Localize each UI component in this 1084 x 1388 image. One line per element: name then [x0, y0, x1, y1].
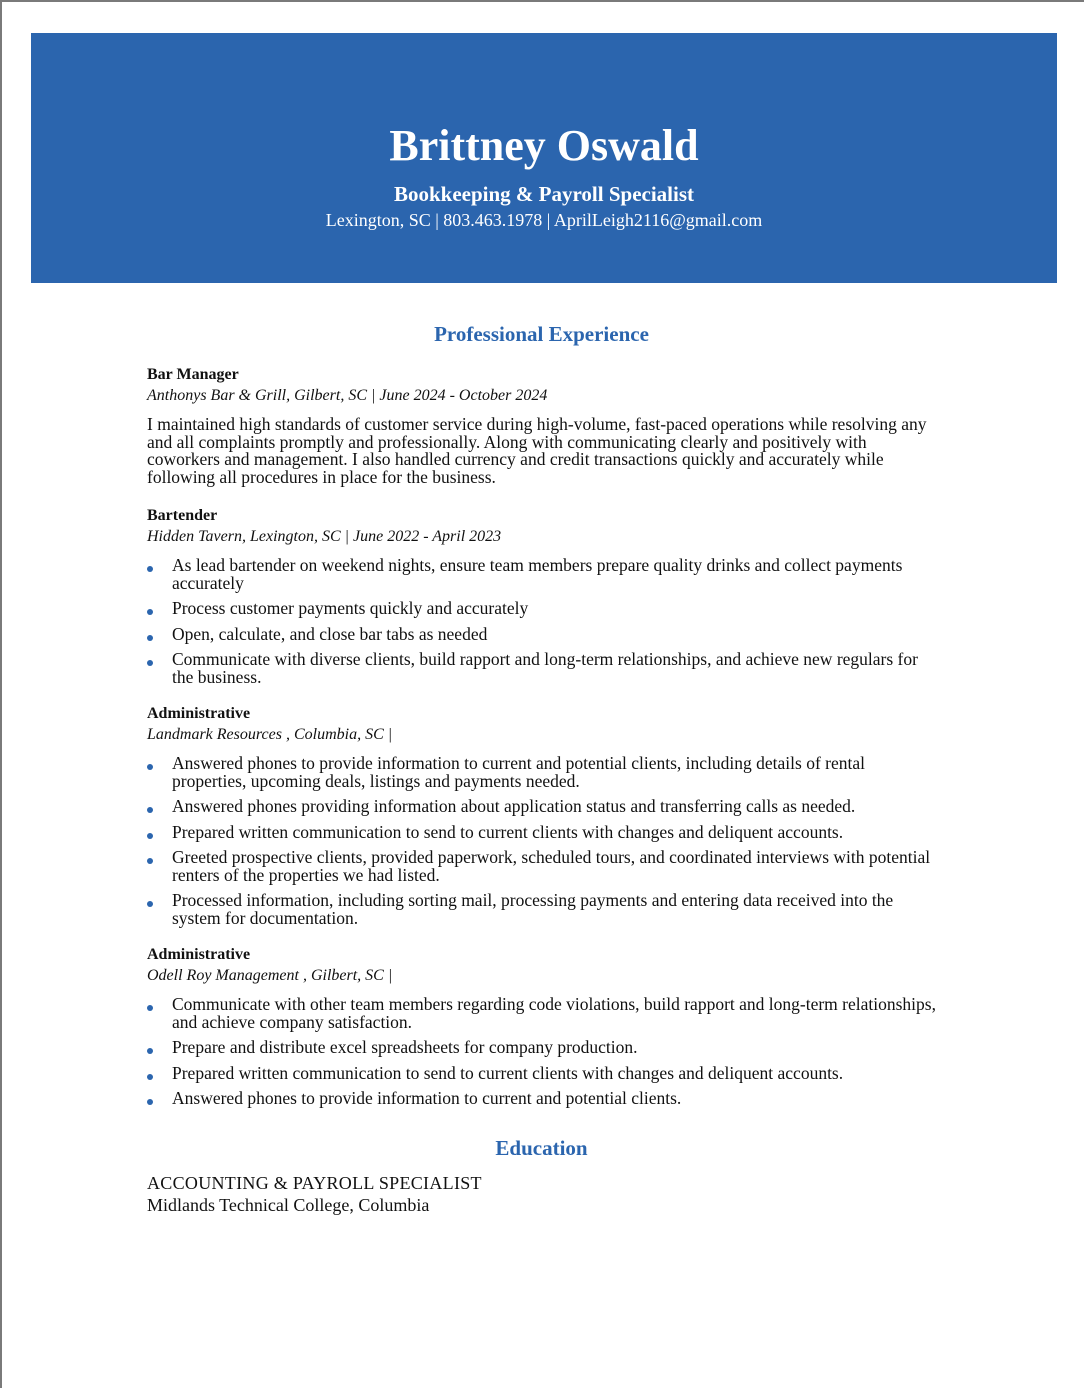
education-school: Midlands Technical College, Columbia: [147, 1194, 430, 1215]
bullet-text: Process customer payments quickly and accurately: [172, 598, 529, 618]
job-entry: [147, 704, 937, 927]
bullet-dot-icon: [147, 660, 153, 666]
bullet-text: Prepared written communication to send to current clients with changes and deliquent accounts.: [172, 821, 844, 842]
job-meta: Hidden Tavern, Lexington, SC | June 2022 - April 2023: [147, 528, 502, 545]
bullet-dot-icon: [147, 807, 153, 813]
bullet-item: [147, 892, 937, 927]
section-title-education: Education: [495, 1135, 588, 1160]
bullet-item: [147, 996, 937, 1031]
job-title: Bartender: [147, 507, 218, 524]
bullet-dot-icon: [147, 901, 153, 907]
bullet-item: [147, 1090, 937, 1108]
education-degree: ACCOUNTING & PAYROLL SPECIALIST: [147, 1172, 482, 1193]
bullet-item: [147, 1062, 937, 1083]
bullet-item: [147, 651, 937, 686]
bullet-dot-icon: [147, 566, 153, 572]
bullet-dot-icon: [147, 1099, 153, 1105]
bullet-text: Answered phones providing information about application status and transferring calls as needed.: [172, 796, 856, 816]
bullet-dot-icon: [147, 1048, 153, 1054]
bullet-dot-icon: [147, 858, 153, 864]
education-section: [147, 1132, 937, 1216]
bullet-dot-icon: [147, 1005, 153, 1011]
page-edge: [0, 0, 2, 1388]
candidate-name: Brittney Oswald: [389, 121, 699, 170]
bullet-text: Greeted prospective clients, provided paperwork, scheduled tours, and coordinated interviews with potential renters of the properties we had listed.: [172, 847, 931, 885]
bullet-item: [147, 623, 937, 644]
job-title: Administrative: [147, 705, 251, 722]
bullet-dot-icon: [147, 635, 153, 641]
job-bullets: [147, 557, 937, 686]
job-bullets: [147, 755, 937, 927]
bullet-text: Prepared written communication to send to current clients with changes and deliquent accounts.: [172, 1062, 844, 1083]
job-entry: [147, 945, 937, 1108]
bullet-item: [147, 557, 937, 592]
job-title: Bar Manager: [147, 366, 239, 383]
job-meta: Landmark Resources , Columbia, SC |: [147, 726, 393, 743]
bullet-item: [147, 1039, 937, 1057]
page-edge: [0, 0, 1084, 2]
bullet-text: As lead bartender on weekend nights, ensure team members prepare quality drinks and collect payments accurately: [172, 555, 903, 593]
bullet-dot-icon: [147, 764, 153, 770]
bullet-text: Communicate with other team members regarding code violations, build rapport and long-term relationships, and achieve company satisfaction.: [172, 994, 936, 1032]
bullet-dot-icon: [147, 833, 153, 839]
bullet-text: Processed information, including sorting mail, processing payments and entering data received into the system for documentation.: [172, 890, 894, 928]
contact-line: Lexington, SC | 803.463.1978 | AprilLeigh2116@gmail.com: [325, 210, 763, 230]
bullet-item: [147, 821, 937, 842]
job-description: I maintained high standards of customer service during high-volume, fast-paced operations while resolving any and all complaints promptly and professionally. Along with communicating clearly and positively with coworkers and management. I also handled currency and credit transactions quickly and accurately while following all procedures in place for the business.: [147, 414, 927, 487]
job-entry: [147, 365, 937, 486]
bullet-dot-icon: [147, 1074, 153, 1080]
job-entry: [147, 506, 937, 686]
candidate-role: Bookkeeping & Payroll Specialist: [393, 182, 695, 206]
section-title-experience: Professional Experience: [434, 322, 649, 346]
job-title: Administrative: [147, 946, 251, 963]
bullet-dot-icon: [147, 609, 153, 615]
bullet-text: Answered phones to provide information to current and potential clients, including details of rental properties, upcoming deals, listings and payments needed.: [172, 753, 866, 791]
bullet-item: [147, 798, 937, 816]
resume-header: [31, 33, 1057, 283]
bullet-item: [147, 849, 937, 884]
job-meta: Odell Roy Management , Gilbert, SC |: [147, 967, 393, 984]
bullet-text: Open, calculate, and close bar tabs as needed: [172, 623, 488, 644]
bullet-text: Prepare and distribute excel spreadsheets for company production.: [172, 1037, 638, 1057]
job-bullets: [147, 996, 937, 1108]
resume-body: [147, 318, 937, 1216]
bullet-item: [147, 755, 937, 790]
bullet-text: Communicate with diverse clients, build rapport and long-term relationships, and achieve new regulars for the business.: [172, 649, 918, 687]
bullet-item: [147, 600, 937, 618]
job-meta: Anthonys Bar & Grill, Gilbert, SC | June 2024 - October 2024: [147, 387, 548, 404]
bullet-text: Answered phones to provide information to current and potential clients.: [172, 1088, 682, 1108]
